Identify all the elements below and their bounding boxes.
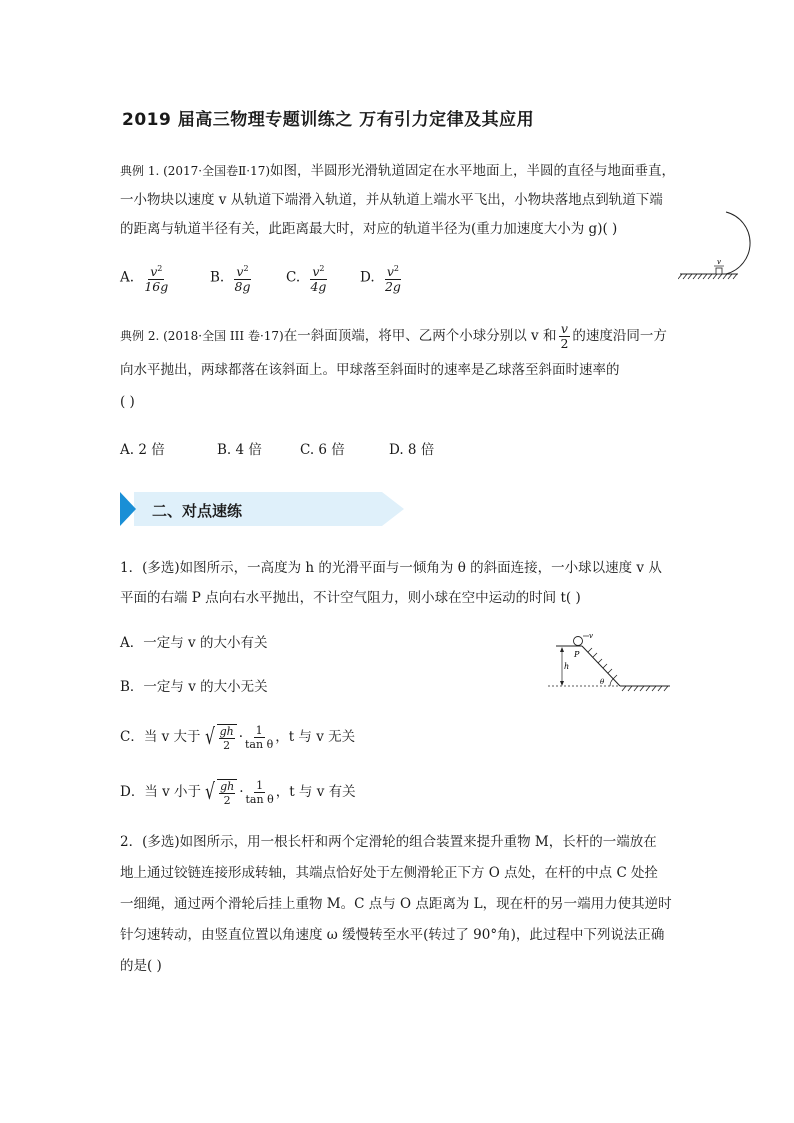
question-2-line-2: 地上通过铰链连接形成转轴，其端点恰好处于左侧滑轮正下方 O 点处，在杆的中点 C 处拴 bbox=[120, 865, 659, 881]
example-1-tag: 典例 1. (2017·全国卷Ⅱ·17) bbox=[120, 164, 271, 178]
ball-icon bbox=[574, 637, 583, 646]
example-1-option-d: D. $\frac{v^2}{2g}$ bbox=[360, 264, 401, 295]
question-2-line-5: 的是( ) bbox=[120, 958, 162, 974]
example-1-option-a: A. $\frac{v^2}{16g}$ bbox=[120, 264, 169, 295]
question-2-line-1: 2．(多选)如图所示，用一根长杆和两个定滑轮的组合装置来提升重物 M，长杆的一端放在 bbox=[120, 834, 657, 850]
page-title: 2019 届高三物理专题训练之 万有引力定律及其应用 bbox=[122, 110, 535, 130]
semicircle-track-figure bbox=[678, 208, 758, 286]
question-1-option-b: B．一定与 v 的大小无关 bbox=[120, 679, 268, 695]
question-1-option-c: C．当 v 大于 √ gh 2 · $\frac{1}{\text{tan θ}}$ ，t 与 v 无关 bbox=[120, 724, 356, 752]
example-2-option-b: B. 4 倍 bbox=[217, 442, 262, 458]
example-1-line-3: 的距离与轨道半径有关，此距离最大时，对应的轨道半径为(重力加速度大小为 g)( ) bbox=[120, 221, 618, 237]
example-1-option-b: B. $\frac{v^2}{8g}$ bbox=[210, 264, 251, 295]
block-icon bbox=[716, 268, 722, 274]
banner-arrow-icon bbox=[120, 492, 136, 526]
example-2-tag: 典例 2. (2018·全国 III 卷·17) bbox=[120, 329, 284, 343]
example-2-line-3: ( ) bbox=[120, 394, 135, 410]
incline-figure bbox=[548, 630, 670, 692]
example-2-line-2: 向水平抛出，两球都落在该斜面上。甲球落至斜面时的速率是乙球落至斜面时速率的 bbox=[120, 362, 620, 378]
svg-text:P: P bbox=[574, 650, 580, 659]
example-2-option-c: C. 6 倍 bbox=[300, 442, 345, 458]
example-2-line-1: 典例 2. (2018·全国 III 卷·17)在一斜面顶端，将甲、乙两个小球分别以 v 和 $\frac{v}{2}$ 的速度沿同一方 bbox=[120, 321, 667, 351]
question-1-option-d: D．当 v 小于 √ gh 2 · $\frac{1}{\text{tan θ}}$ ，t 与 v 有关 bbox=[120, 779, 356, 807]
question-2-line-4: 针匀速转动，由竖直位置以角速度 ω 缓慢转至水平(转过了 90°角)，此过程中下列说法正确 bbox=[120, 927, 665, 943]
section-title: 二、对点速练 bbox=[152, 502, 243, 520]
svg-text:h: h bbox=[564, 662, 570, 671]
question-1-option-a: A．一定与 v 的大小有关 bbox=[120, 635, 268, 651]
svg-text:v: v bbox=[717, 258, 721, 266]
example-1-option-c: C. $\frac{v^2}{4g}$ bbox=[286, 264, 327, 295]
svg-text:v: v bbox=[589, 632, 593, 640]
question-1-line-1: 1．(多选)如图所示，一高度为 h 的光滑平面与一倾角为 θ 的斜面连接，一小球以速度 v 从 bbox=[120, 560, 662, 576]
question-1-line-2: 平面的右端 P 点向右水平抛出，不计空气阻力，则小球在空中运动的时间 t( ) bbox=[120, 590, 581, 606]
example-2-option-d: D. 8 倍 bbox=[389, 442, 435, 458]
example-1-line-1: 典例 1. (2017·全国卷Ⅱ·17)如图，半圆形光滑轨道固定在水平地面上，半圆的直径与地面垂直， bbox=[120, 163, 676, 179]
svg-text:θ: θ bbox=[600, 678, 605, 686]
example-2-option-a: A. 2 倍 bbox=[120, 442, 165, 458]
question-2-line-3: 一细绳，通过两个滑轮后挂上重物 M。C 点与 O 点距离为 L，现在杆的另一端用力使其逆时 bbox=[120, 896, 672, 912]
example-1-line-2: 一小物块以速度 v 从轨道下端滑入轨道，并从轨道上端水平飞出，小物块落地点到轨道下端 bbox=[120, 192, 663, 208]
